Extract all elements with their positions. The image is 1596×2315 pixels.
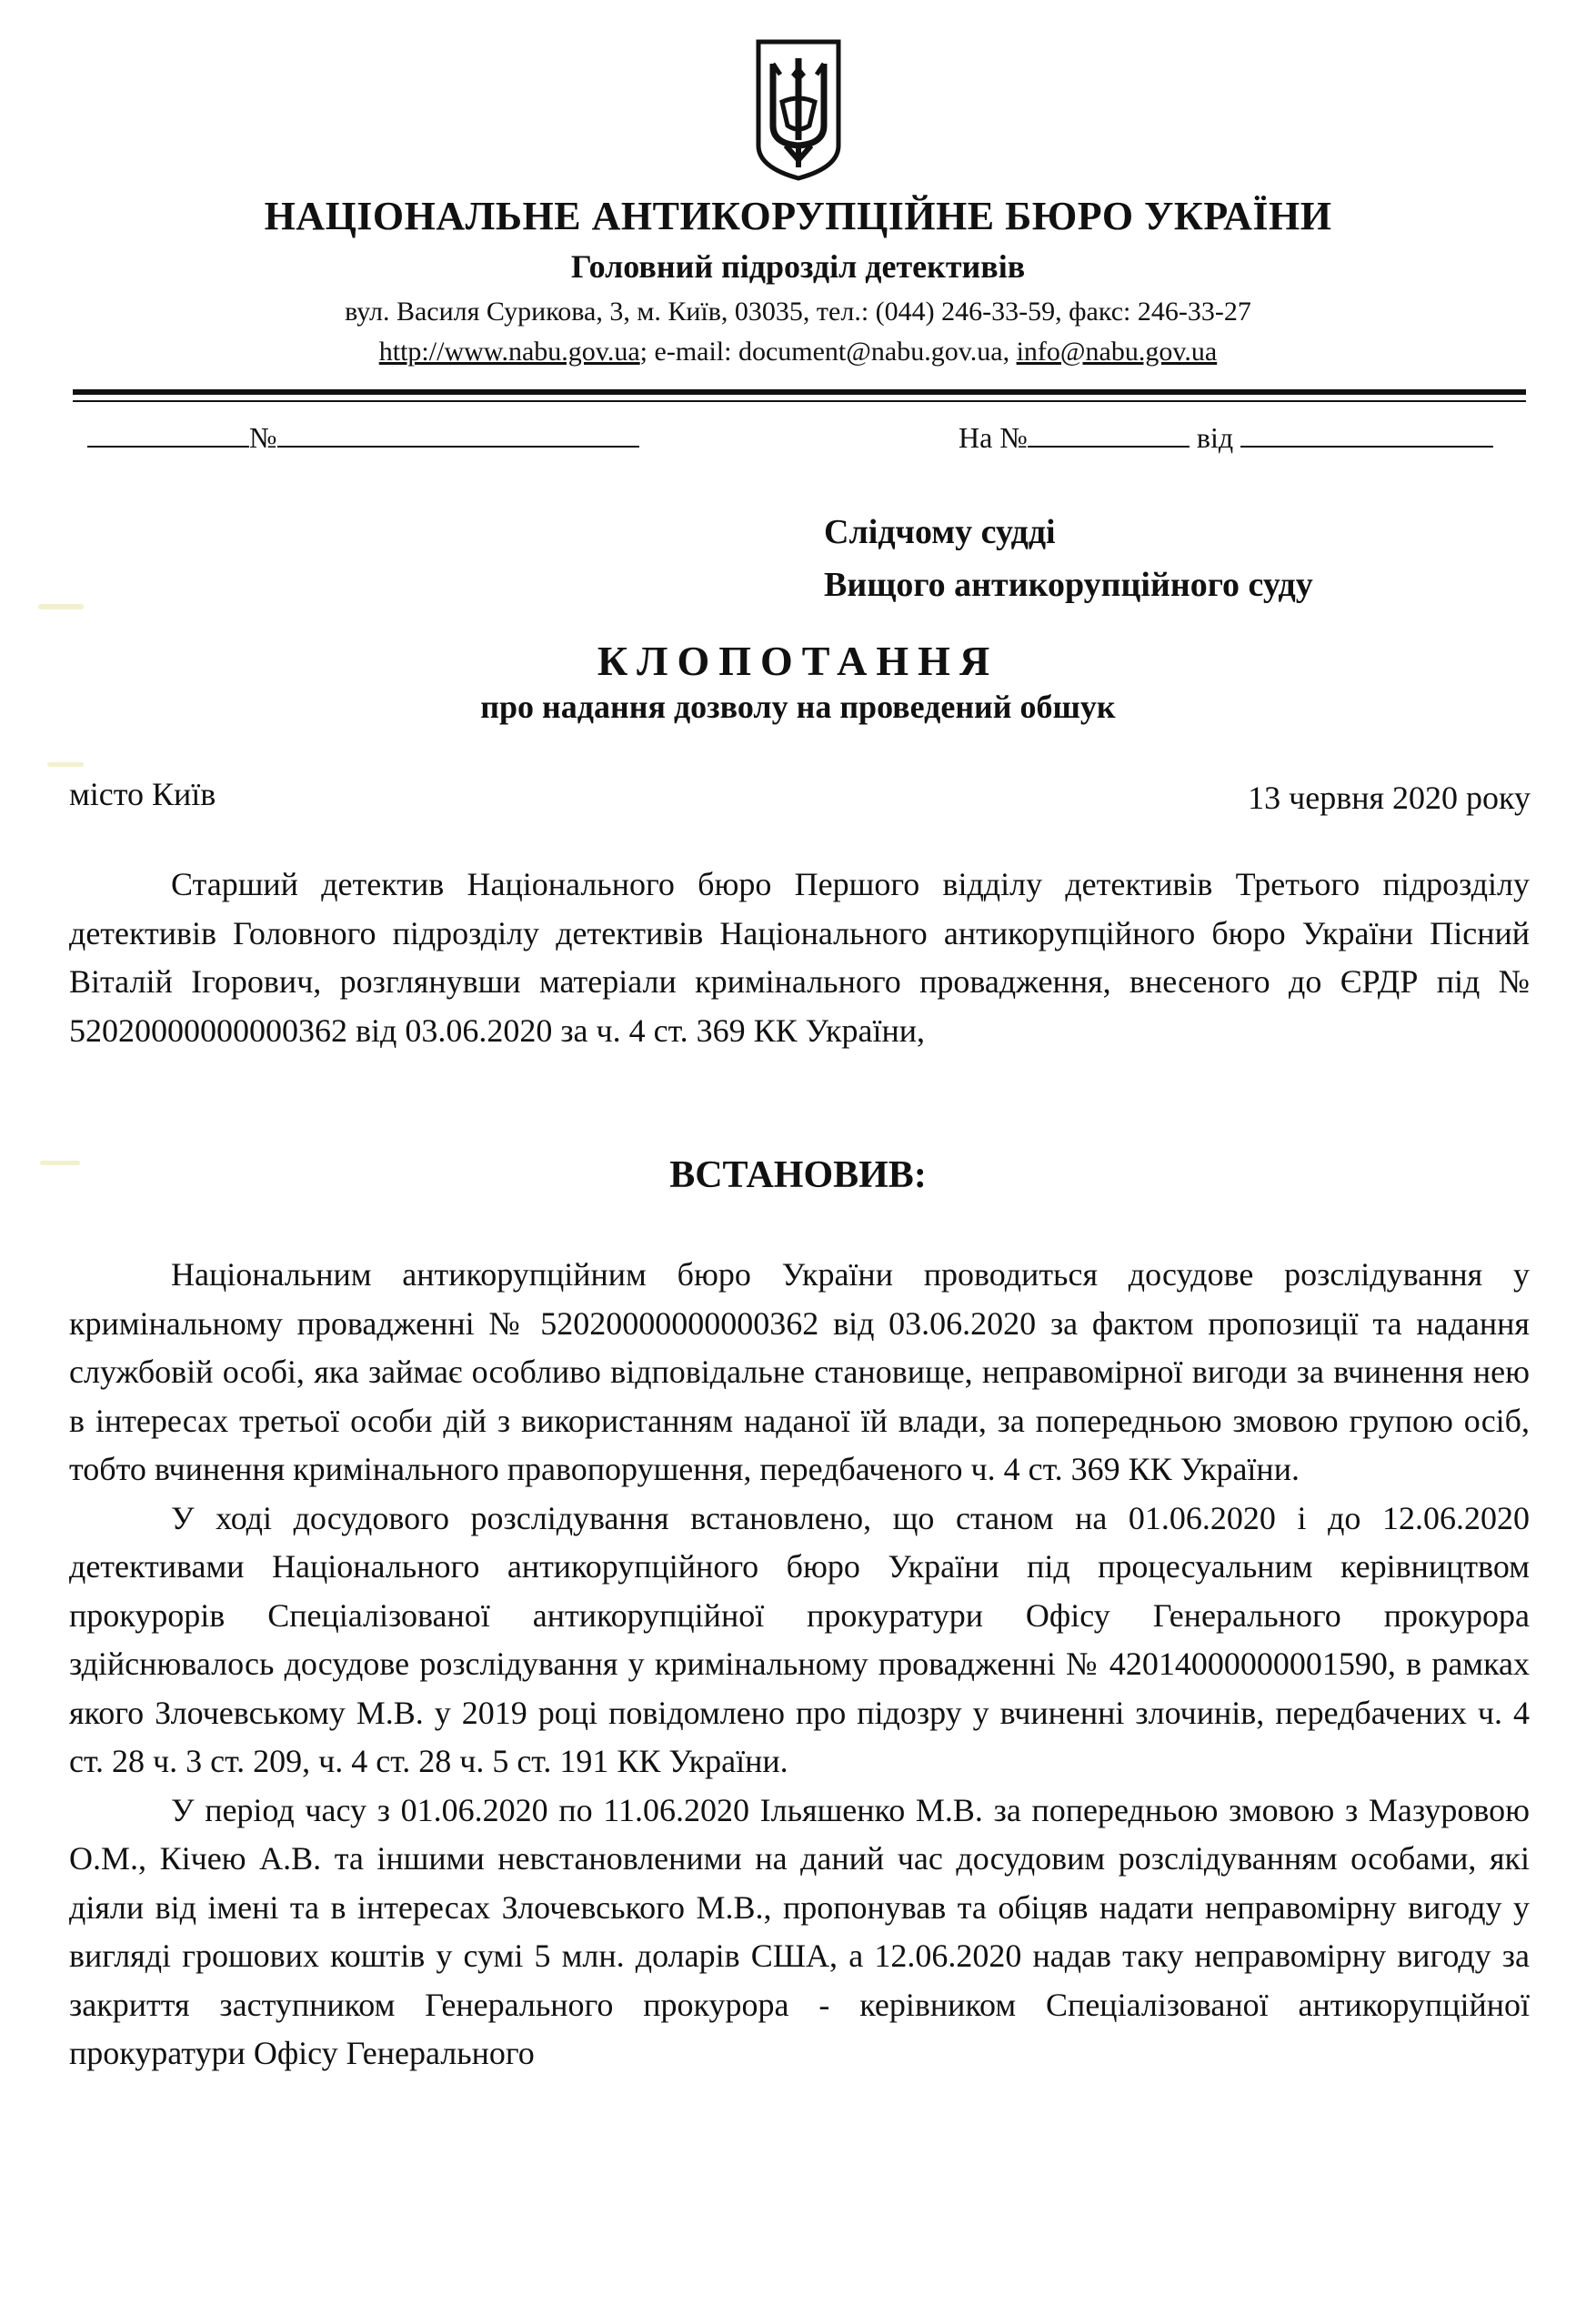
organization-name: НАЦІОНАЛЬНЕ АНТИКОРУПЦІЙНЕ БЮРО УКРАЇНИ [264,194,1332,238]
contact-line [0,337,1596,367]
intro-paragraph: Старший детектив Національного бюро Першого відділу детективів Третього підрозділу детективів Головного підрозділу детективів Національного антикорупційного бюро України Пісний Віталій Ігорович, розглянувши матеріали кримінального провадження, внесеного до ЄРДР під № 52020000000000362 від 03.06.2020 за ч. 4 ст. 369 КК України, [69,866,1530,1049]
email-link[interactable]: info@nabu.gov.ua [1016,337,1218,367]
reply-label: На № [959,421,1028,454]
intro-section [69,861,1530,1055]
established-heading: ВСТАНОВИВ: [669,1154,927,1196]
from-label: від [1196,421,1234,454]
addressee-block [824,506,1313,611]
number-sign: № [249,421,277,454]
document-date: 13 червня 2020 року [1248,780,1531,816]
date-blank [87,418,249,448]
reply-number-blank [1028,418,1189,448]
document-subtitle: про надання дозволу на проведений обшук [480,689,1116,725]
email-label: ; e-mail: document@nabu.gov.ua, [639,337,1017,367]
header-divider [73,389,1526,395]
addressee-line: Вищого антикорупційного суду [824,566,1313,604]
trident-emblem-icon [753,38,844,182]
findings-paragraph: У ході досудового розслідування встановлено, що станом на 01.06.2020 і до 12.06.2020 детективами Національного антикорупційного бюро України під процесуальним керівництвом прокурорів Спеціалізованої антикорупційної прокуратури Офісу Генерального прокурора здійснювалось досудове розслідування у кримінальному провадженні № 42014000000001590, в рамках якого Злочевському М.В. у 2019 році повідомлено про підозру у вчиненні злочинів, передбачених ч. 4 ст. 28 ч. 3 ст. 209, ч. 4 ст. 28 ч. 5 ст. 191 КК України. [69,1499,1530,1779]
reply-date-blank [1240,418,1493,448]
outgoing-number-line [87,418,639,455]
number-blank [277,418,639,448]
reply-number-line [959,418,1493,455]
document-title: КЛОПОТАННЯ [597,638,999,684]
scan-smudge [38,604,84,609]
document-place: місто Київ [69,776,216,812]
findings-section [69,1251,1530,2078]
header-divider [73,400,1526,402]
organization-address: вул. Василя Сурикова, 3, м. Київ, 03035, тел.: (044) 246-33-59, факс: 246-33-27 [345,297,1251,327]
addressee-line: Слідчому судді [824,513,1056,551]
website-link[interactable]: http://www.nabu.gov.ua [378,337,640,367]
scan-smudge [47,762,84,767]
findings-paragraph: Національним антикорупційним бюро України проводиться досудове розслідування у кримінальному провадженні № 52020000000000362 від 03.06.2020 за фактом пропозиції та надання службовій особі, яка займає особливо відповідальне становище, неправомірної вигоди за вчинення нею в інтересах третьої особи дій з використанням наданої їй влади, за попередньою змовою групою осіб, тобто вчинення кримінального правопорушення, передбаченого ч. 4 ст. 369 КК України. [69,1256,1530,1487]
department-name: Головний підрозділ детективів [570,248,1026,285]
findings-paragraph: У період часу з 01.06.2020 по 11.06.2020 Ільяшенко М.В. за попередньою змовою з Мазуровою О.М., Кічею А.В. та іншими невстановленими на даний час досудовим розслідуванням особами, які діяли від імені та в інтересах Злочевського М.В., пропонував та обіцяв надати неправомірну вигоду у вигляді грошових коштів у сумі 5 млн. доларів США, а 12.06.2020 надав таку неправомірну вигоду за закриття заступником Генерального прокурора - керівником Спеціалізованої антикорупційної прокуратури Офісу Генерального [69,1791,1530,2071]
